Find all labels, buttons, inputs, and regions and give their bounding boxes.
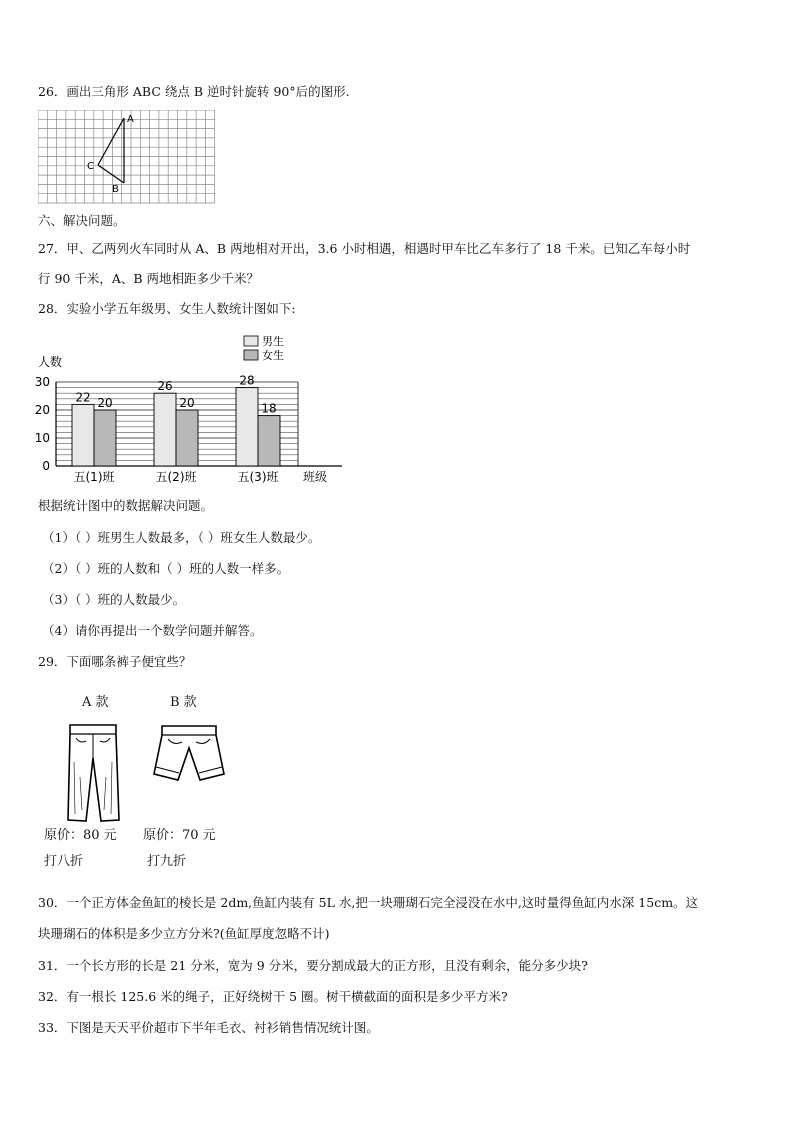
- q31-text: 31．一个长方形的长是 21 分米，宽为 9 分米，要分割成最大的正方形，且没有剩余，能分多少块?: [38, 958, 588, 973]
- shorts-icon: [150, 722, 228, 784]
- bar: [154, 393, 176, 466]
- q29-text: 29．下面哪条裤子便宜些？: [38, 654, 192, 669]
- legend-label: 男生: [262, 335, 284, 348]
- q30-line2: 块珊瑚石的体积是多少立方分米?(鱼缸厚度忽略不计): [38, 926, 330, 941]
- point-b-label: B: [112, 184, 119, 195]
- q28-instruction: 根据统计图中的数据解决问题。: [38, 498, 214, 513]
- bar-value-label: 18: [261, 401, 277, 416]
- legend-swatch: [244, 336, 258, 346]
- y-tick-label: 20: [34, 403, 50, 417]
- bar: [94, 410, 116, 466]
- section-heading: 六、解决问题。: [38, 213, 126, 228]
- q28-text: 28．实验小学五年级男、女生人数统计图如下:: [38, 301, 296, 316]
- style-b-discount: 打九折: [147, 854, 187, 869]
- bar: [236, 388, 258, 466]
- style-b-price: 原价：70 元: [143, 828, 216, 843]
- x-tick-label: 五(2)班: [155, 470, 197, 484]
- q27-line2: 行 90 千米，A、B 两地相距多少千米？: [38, 271, 260, 286]
- q27-line1: 27．甲、乙两列火车同时从 A、B 两地相对开出，3.6 小时相遇，相遇时甲车比乙车多行了 18 千米。已知乙车每小时: [38, 241, 691, 256]
- y-tick-label: 10: [34, 431, 50, 445]
- legend-label: 女生: [262, 349, 284, 362]
- x-axis-label: 班级: [303, 470, 328, 484]
- style-a-title: A 款: [82, 695, 109, 710]
- x-tick-label: 五(3)班: [237, 470, 279, 484]
- segment-ac: [98, 118, 124, 165]
- bar: [72, 404, 94, 466]
- bar-value-label: 20: [179, 396, 195, 410]
- q33-text: 33．下图是天天平价超市下半年毛衣、衬衫销售情况统计图。: [38, 1020, 379, 1035]
- x-tick-label: 五(1)班: [73, 470, 115, 484]
- q28-sub1: （1）（ ）班男生人数最多，（ ）班女生人数最少。: [42, 530, 321, 545]
- legend-swatch: [244, 350, 258, 360]
- q28-sub4: （4）请你再提出一个数学问题并解答。: [42, 623, 263, 638]
- bar-chart: [30, 330, 350, 490]
- long-pants-icon: [62, 722, 124, 824]
- y-tick-label: 0: [42, 459, 50, 473]
- y-tick-label: 30: [34, 375, 50, 389]
- bar: [176, 410, 198, 466]
- bar-value-label: 22: [75, 390, 91, 405]
- style-a-price: 原价：80 元: [44, 828, 117, 843]
- bar-value-label: 26: [157, 379, 173, 394]
- q28-sub3: （3）（ ）班的人数最少。: [42, 592, 186, 607]
- style-b-title: B 款: [170, 695, 197, 710]
- rotation-grid-figure: [38, 110, 218, 205]
- point-a-label: A: [127, 114, 134, 125]
- style-a-discount: 打八折: [44, 854, 84, 869]
- q28-sub2: （2）（ ）班的人数和（ ）班的人数一样多。: [42, 561, 290, 576]
- q32-text: 32．有一根长 125.6 米的绳子，正好绕树干 5 圈。树干横截面的面积是多少平方米?: [38, 989, 508, 1004]
- y-axis-label: 人数: [38, 355, 63, 369]
- point-c-label: C: [87, 161, 94, 172]
- q30-line1: 30．一个正方体金鱼缸的棱长是 2dm,鱼缸内装有 5L 水,把一块珊瑚石完全浸没在水中,这时量得鱼缸内水深 15cm。这: [38, 895, 699, 910]
- bar-value-label: 28: [239, 373, 255, 388]
- q26-text: 26．画出三角形 ABC 绕点 B 逆时针旋转 90°后的图形.: [38, 84, 350, 99]
- segment-cb: [98, 165, 124, 183]
- bar-value-label: 20: [97, 396, 113, 410]
- bar: [258, 416, 280, 466]
